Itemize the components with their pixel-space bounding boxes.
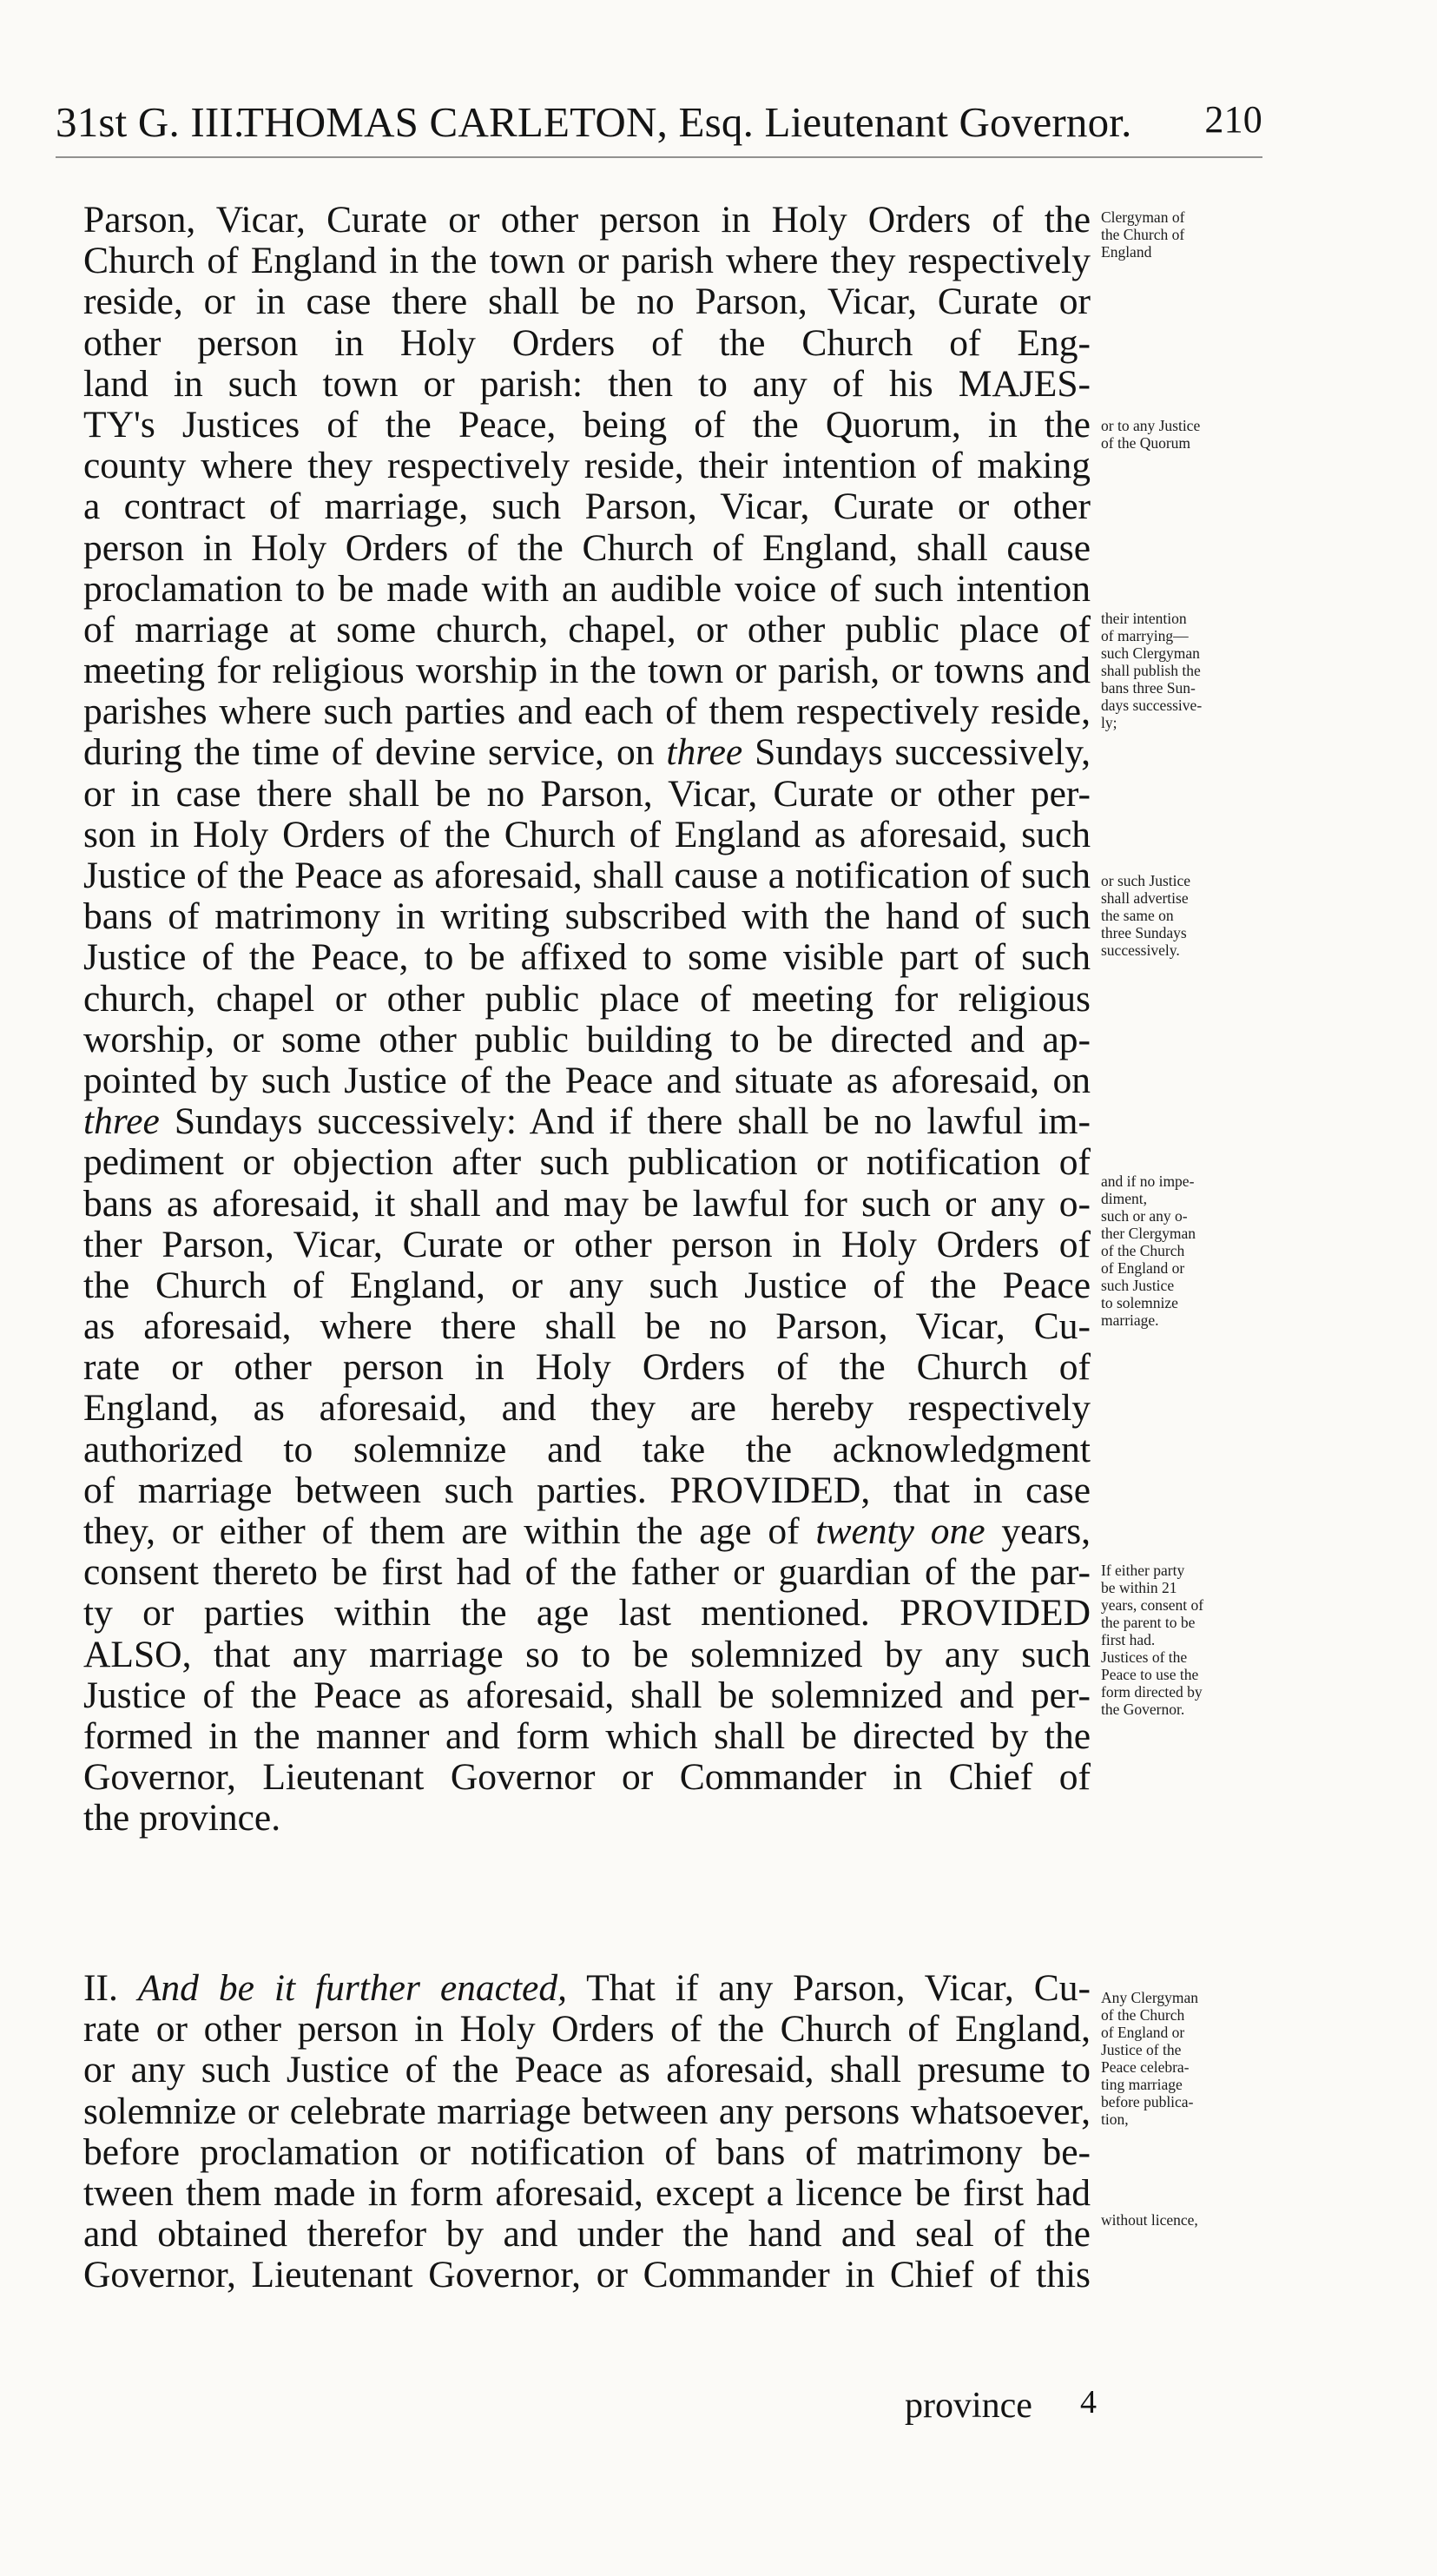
margin-note (1101, 1172, 1264, 1329)
text-line: worship, or some other public building to be directed and ap- (83, 1019, 1091, 1060)
text-line: II. And be it further enacted, That if any Parson, Vicar, Cu- (83, 1968, 1091, 2009)
paragraph-2 (83, 1968, 1091, 2296)
regnal-year: 31st G. III. (56, 98, 245, 146)
text-line: a contract of marriage, such Parson, Vicar, Curate or other (83, 486, 1091, 528)
margin-note-line: ting marriage (1101, 2076, 1183, 2093)
margin-note-line: the Church of (1101, 226, 1185, 243)
margin-note (1101, 610, 1264, 731)
page-title: THOMAS CARLETON, Esq. Lieutenant Governor. (238, 98, 1132, 146)
text-line: and obtained therefor by and under the hand and seal of the (83, 2214, 1091, 2256)
text-line: pediment or objection after such publication or notification of (83, 1142, 1091, 1184)
text-line: Justice of the Peace as aforesaid, shall cause a notification of such (83, 855, 1091, 896)
margin-note-line: shall publish the (1101, 662, 1201, 679)
text-line: of marriage at some church, chapel, or other public place of (83, 609, 1091, 651)
text-line: before proclamation or notification of bans of matrimony be- (83, 2131, 1091, 2173)
text-line: proclamation to be made with an audible voice of such intention (83, 568, 1091, 610)
text-line: Parson, Vicar, Curate or other person in Holy Orders of the (83, 200, 1091, 241)
text-line: formed in the manner and form which shall be directed by the (83, 1715, 1091, 1757)
text-line: of marriage between such parties. PROVIDED, that in case (83, 1470, 1091, 1511)
running-header (56, 97, 1262, 149)
text-line: during the time of devine service, on three Sundays successively, (83, 732, 1091, 774)
margin-note-line: marriage. (1101, 1311, 1159, 1329)
text-line: England, as aforesaid, and they are hereby respectively (83, 1388, 1091, 1430)
margin-note-line: such Justice (1101, 1277, 1175, 1294)
margin-note (1101, 1989, 1264, 2128)
margin-note-line: Justice of the (1101, 2041, 1182, 2058)
text-line: church, chapel or other public place of meeting for religious (83, 978, 1091, 1020)
margin-note-line: their intention (1101, 610, 1187, 627)
margin-note (1101, 2211, 1264, 2229)
margin-note-line: tion, (1101, 2110, 1129, 2128)
margin-note-line: diment, (1101, 1190, 1147, 1207)
text-line: Justice of the Peace, to be affixed to some visible part of such (83, 937, 1091, 979)
paragraph-1 (83, 200, 1091, 1840)
margin-note-line: before publica- (1101, 2093, 1194, 2110)
margin-note-line: Justices of the (1101, 1648, 1188, 1666)
margin-note-line: ly; (1101, 714, 1117, 731)
page-number: 210 (1204, 98, 1262, 141)
text-line: ty or parties within the age last mentioned. PROVIDED (83, 1593, 1091, 1635)
margin-note-line: form directed by (1101, 1683, 1203, 1701)
margin-note-line: days successive- (1101, 697, 1203, 714)
text-line: TY's Justices of the Peace, being of the Quorum, in the (83, 404, 1091, 446)
text-line: rate or other person in Holy Orders of the Church of (83, 1347, 1091, 1389)
margin-note (1101, 872, 1264, 959)
text-line: land in such town or parish: then to any of his MAJES- (83, 363, 1091, 405)
margin-note-line: England (1101, 243, 1152, 261)
text-line: the Church of England, or any such Justice of the Peace (83, 1265, 1091, 1306)
margin-note-line: Any Clergyman (1101, 1989, 1198, 2006)
text-line: Justice of the Peace as aforesaid, shall be solemnized and per- (83, 1674, 1091, 1716)
text-line: meeting for religious worship in the town or parish, or towns and (83, 651, 1091, 692)
text-line: or in case there shall be no Parson, Vicar, Curate or other per- (83, 773, 1091, 815)
margin-note-line: the same on (1101, 907, 1174, 924)
margin-note (1101, 417, 1264, 452)
margin-note-line: or to any Justice (1101, 417, 1201, 434)
text-line: tween them made in form aforesaid, except a licence be first had (83, 2172, 1091, 2214)
margin-note-line: the Governor. (1101, 1701, 1185, 1718)
margin-note-line: shall advertise (1101, 889, 1189, 907)
margin-note-line: the parent to be (1101, 1614, 1196, 1631)
text-line: Governor, Lieutenant Governor, or Commander in Chief of this (83, 2255, 1091, 2296)
text-line: solemnize or celebrate marriage between any persons whatsoever, (83, 2091, 1091, 2132)
text-line: three Sundays successively: And if there shall be no lawful im- (83, 1101, 1091, 1143)
margin-note-line: to solemnize (1101, 1294, 1178, 1311)
text-line: ther Parson, Vicar, Curate or other person in Holy Orders of (83, 1224, 1091, 1265)
text-line: Governor, Lieutenant Governor or Commander in Chief of (83, 1757, 1091, 1799)
margin-note-line: ther Clergyman (1101, 1225, 1196, 1242)
margin-note-line: of England or (1101, 2024, 1185, 2041)
text-line: consent thereto be first had of the father or guardian of the par- (83, 1552, 1091, 1594)
signature-mark: 4 (1080, 2384, 1097, 2421)
text-line: they, or either of them are within the age of twenty one years, (83, 1511, 1091, 1552)
text-line: parishes where such parties and each of them respectively reside, (83, 691, 1091, 733)
margin-note-line: such or any o- (1101, 1207, 1188, 1225)
text-line: Church of England in the town or parish where they respectively (83, 241, 1091, 282)
margin-note-line: such Clergyman (1101, 644, 1200, 662)
text-line: authorized to solemnize and take the acknowledgment (83, 1429, 1091, 1470)
margin-note-line: Peace celebra- (1101, 2058, 1190, 2076)
margin-note-line: first had. (1101, 1631, 1156, 1648)
text-line: county where they respectively reside, their intention of making (83, 446, 1091, 487)
margin-note-line: successively. (1101, 941, 1180, 959)
text-line: son in Holy Orders of the Church of England as aforesaid, such (83, 814, 1091, 855)
text-line: as aforesaid, where there shall be no Parson, Vicar, Cu- (83, 1306, 1091, 1348)
text-line: person in Holy Orders of the Church of England, shall cause (83, 527, 1091, 569)
text-line: pointed by such Justice of the Peace and situate as aforesaid, on (83, 1060, 1091, 1101)
margin-note-line: and if no impe- (1101, 1172, 1195, 1190)
text-line: bans of matrimony in writing subscribed with the hand of such (83, 896, 1091, 938)
margin-note-line: of England or (1101, 1259, 1185, 1277)
text-line: bans as aforesaid, it shall and may be lawful for such or any o- (83, 1183, 1091, 1225)
margin-note-line: Peace to use the (1101, 1666, 1199, 1683)
margin-note-line: bans three Sun- (1101, 679, 1196, 697)
margin-note-line: of the Quorum (1101, 434, 1191, 452)
margin-note-line: of marrying— (1101, 627, 1189, 644)
text-line: ALSO, that any marriage so to be solemnized by any such (83, 1634, 1091, 1675)
margin-note (1101, 208, 1264, 261)
margin-note (1101, 1562, 1264, 1718)
margin-note-line: of the Church (1101, 2006, 1185, 2024)
margin-note-line: be within 21 (1101, 1579, 1177, 1596)
margin-note-line: or such Justice (1101, 872, 1191, 889)
margin-note-line: without licence, (1101, 2211, 1198, 2229)
margin-note-line: three Sundays (1101, 924, 1187, 941)
margin-note-line: If either party (1101, 1562, 1185, 1579)
margin-note-line: years, consent of (1101, 1596, 1204, 1614)
text-line: or any such Justice of the Peace as aforesaid, shall presume to (83, 2050, 1091, 2091)
text-line: the province. (83, 1798, 281, 1840)
text-line: rate or other person in Holy Orders of the Church of England, (83, 2009, 1091, 2051)
header-rule (56, 156, 1262, 158)
text-line: other person in Holy Orders of the Church of Eng- (83, 322, 1091, 364)
text-line: reside, or in case there shall be no Parson, Vicar, Curate or (83, 281, 1091, 323)
margin-note-line: of the Church (1101, 1242, 1185, 1259)
catchword: province (905, 2386, 1032, 2426)
margin-note-line: Clergyman of (1101, 208, 1185, 226)
